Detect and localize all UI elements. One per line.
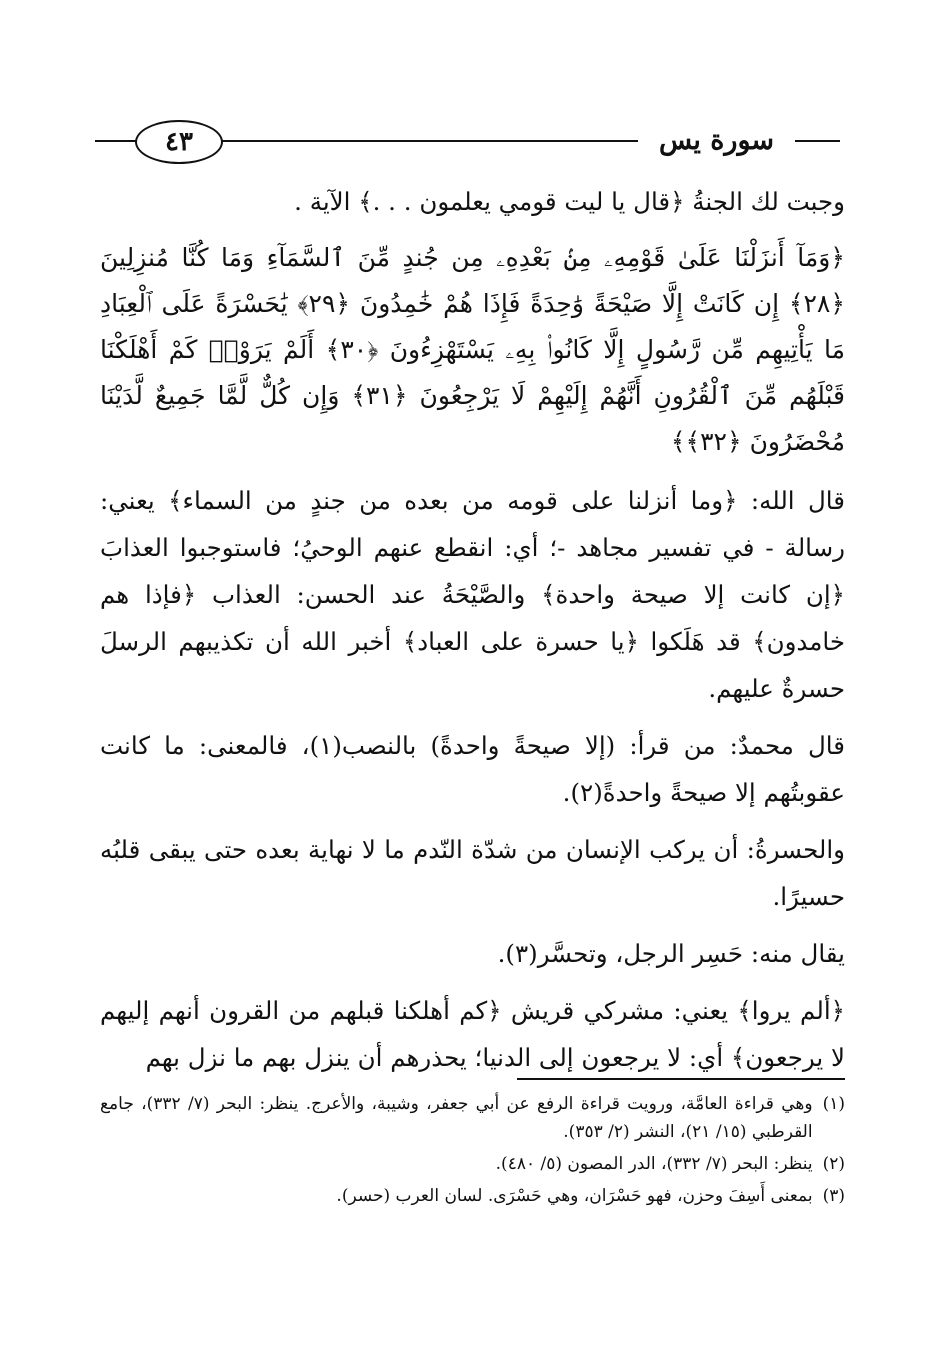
footnotes: [100, 1090, 845, 1214]
footnote-text: بمعنى أَسِفَ وحزن، فهو حَسْرَان، وهي حَسْرَى. لسان العرب (حسر).: [336, 1186, 813, 1206]
footnote-number: (٢): [822, 1154, 845, 1174]
footnote-text: ينظر: البحر (٧/ ٣٣٢)، الدر المصون (٥/ ٤٨٠).: [495, 1154, 813, 1174]
paragraph-2: قال الله: ﴿وما أنزلنا على قومه من بعده من جندٍ من السماء﴾ يعني: رسالة - في تفسير مجاهد -؛ أي: انقطع عنهم الوحيُ؛ فاستوجبوا العذابَ ﴿إن كانت إلا صيحة واحدة﴾ والصَّيْحَةُ عند الحسن: العذاب ﴿فإذا هم خامدون﴾ قد هَلَكوا ﴿يا حسرة على العباد﴾ أخبر الله أن تكذيبهم الرسلَ حسرةٌ عليهم.: [100, 486, 845, 703]
header-rule-middle: [213, 140, 638, 142]
footnote-number: (٣): [822, 1186, 845, 1206]
footnote-number: (١): [822, 1094, 845, 1114]
paragraph-1: وجبت لك الجنةُ ﴿قال يا ليت قومي يعلمون . . .﴾ الآية .: [294, 187, 845, 216]
main-text: [100, 178, 845, 1091]
footnote-2: [100, 1150, 845, 1178]
footnote-text: وهي قراءة العامَّة، ورويت قراءة الرفع عن أبي جعفر، وشيبة، والأعرج. ينظر: البحر (٧/ ٣٣٢)، جامع القرطبي (١٥/ ٢١)، النشر (٢/ ٣٥٣).: [100, 1094, 813, 1142]
paragraph-3: قال محمدٌ: من قرأ: (إلا صيحةً واحدةً) بالنصب(١)، فالمعنى: ما كانت عقوبتُهم إلا صيحةً واحدةً(٢).: [100, 731, 845, 807]
paragraph-6: ﴿ألم يروا﴾ يعني: مشركي قريش ﴿كم أهلكنا قبلهم من القرون أنهم إليهم لا يرجعون﴾ أي: لا يرجعون إلى الدنيا؛ يحذرهم أن ينزل بهم ما نزل بهم: [100, 996, 845, 1072]
surah-title: سورة يس: [658, 124, 775, 156]
footnote-1: [100, 1090, 845, 1146]
page-number: ٤٣: [135, 120, 223, 164]
header-rule-right: [795, 140, 840, 142]
paragraph-5: يقال منه: حَسِر الرجل، وتحسَّر(٣).: [497, 939, 845, 968]
footnote-3: [100, 1182, 845, 1210]
footnote-separator: [517, 1078, 845, 1080]
paragraph-4: والحسرةُ: أن يركب الإنسان من شدّة النّدم ما لا نهاية بعده حتى يبقى قلبُه حسيرًا.: [100, 835, 845, 911]
quran-verses: ﴿وَمَآ أَنزَلْنَا عَلَىٰ قَوْمِهِۦ مِنۢ بَعْدِهِۦ مِن جُندٍ مِّنَ ٱلسَّمَآءِ وَمَا كُنَّا مُنزِلِينَ ﴿٢٨﴾ إِن كَانَتْ إِلَّا صَيْحَةً وَٰحِدَةً فَإِذَا هُمْ خَٰمِدُونَ ﴿٢٩﴾ يَٰحَسْرَةً عَلَى ٱلْعِبَادِ مَا يَأْتِيهِم مِّن رَّسُولٍ إِلَّا كَانُوا۟ بِهِۦ يَسْتَهْزِءُونَ ﴿٣٠﴾ أَلَمْ يَرَوْا۟ كَمْ أَهْلَكْنَا قَبْلَهُم مِّنَ ٱلْقُرُونِ أَنَّهُمْ إِلَيْهِمْ لَا يَرْجِعُونَ ﴿٣١﴾ وَإِن كُلٌّ لَّمَّا جَمِيعٌ لَّدَيْنَا مُحْضَرُونَ ﴿٣٢﴾﴾: [100, 243, 846, 456]
page-header: [95, 118, 840, 162]
